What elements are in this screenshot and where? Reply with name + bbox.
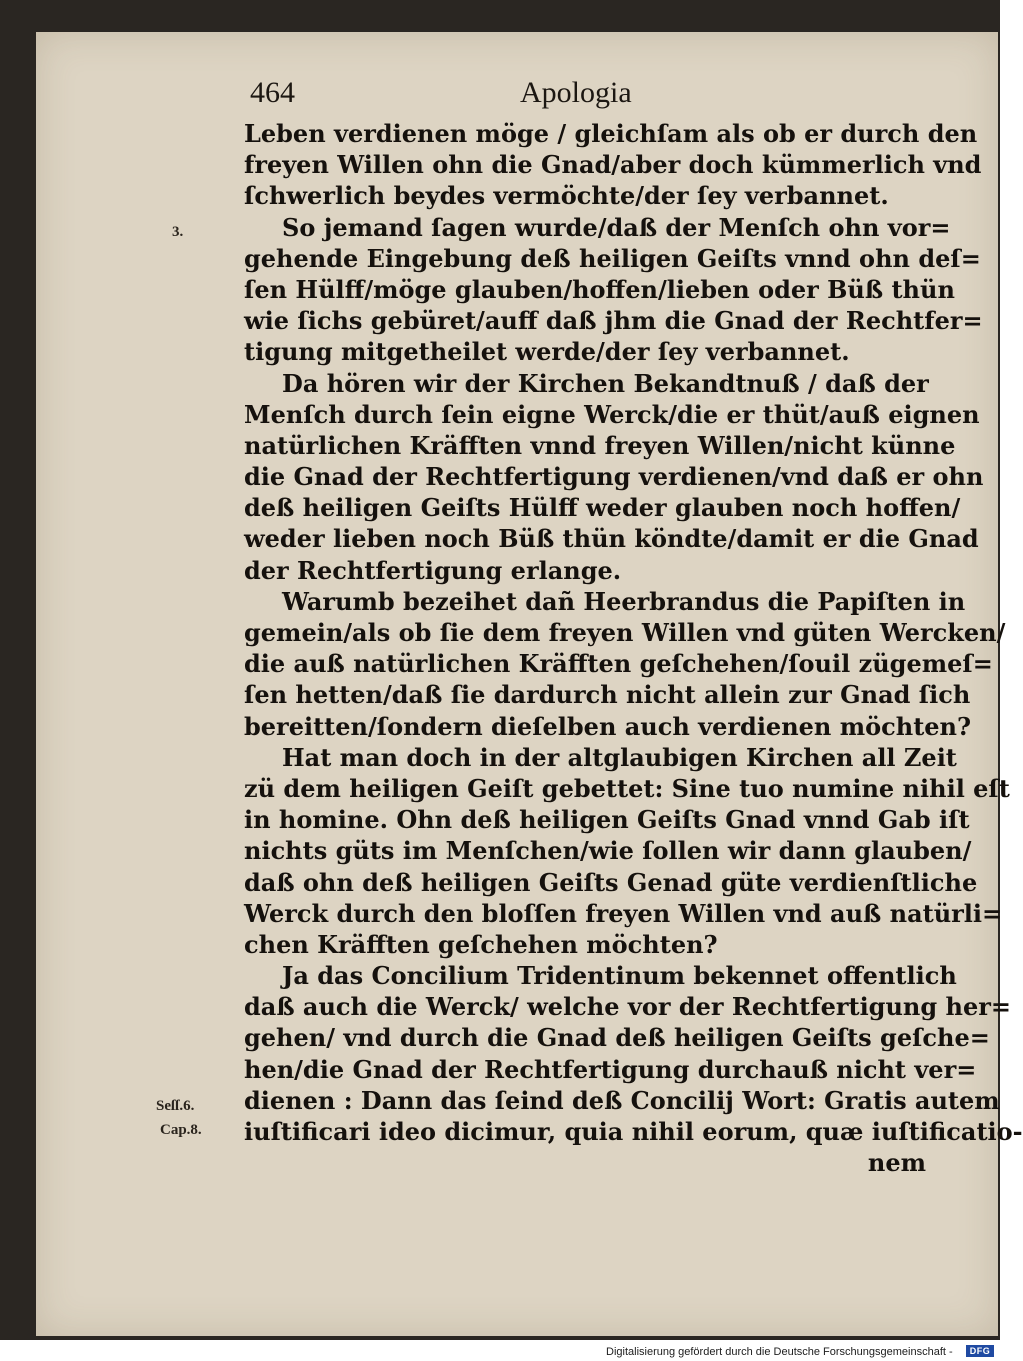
book-page	[36, 32, 1023, 1336]
text-line: ſen hetten/daß ſie dardurch nicht allein zur Gnad ſich	[244, 680, 971, 710]
margin-chapter-reference: Cap.8.	[160, 1122, 202, 1138]
text-line: weder lieben noch Büß thün köndte/damit er die Gnad	[244, 524, 979, 554]
text-line: Leben verdienen möge / gleichſam als ob er durch den	[244, 119, 978, 148]
text-line: der Rechtfertigung erlange.	[244, 555, 622, 585]
text-line: nichts güts im Menſchen/wie ſollen wir dann glauben/	[244, 836, 972, 866]
text-line: ſchwerlich beydes vermöchte/der ſey verbannet.	[244, 181, 889, 211]
dfg-logo[interactable]: DFG	[966, 1345, 994, 1357]
margin-session-reference: Seſſ.6.	[156, 1098, 195, 1114]
text-line: tigung mitgetheilet werde/der ſey verbannet.	[244, 337, 850, 367]
text-line: in homine. Ohn deß heiligen Geiſts Gnad vnnd Gab iſt	[244, 805, 970, 835]
catchword: nem	[867, 1148, 926, 1178]
text-line: ſen Hülff/möge glauben/hoffen/lieben oder Büß thün	[244, 274, 955, 304]
text-line: hen/die Gnad der Rechtfertigung durchauß nicht ver=	[244, 1054, 977, 1084]
text-line: natürlichen Kräfften vnnd freyen Willen/nicht künne	[244, 430, 956, 460]
text-line: bereitten/ſondern dieſelben auch verdienen möchten?	[244, 711, 972, 741]
text-line: deß heiligen Geiſts Hülff weder glauben noch hoffen/	[244, 493, 961, 523]
text-line: Ja das Concilium Tridentinum bekennet offentlich	[282, 961, 957, 991]
text-line: iuſtificari ideo dicimur, quia nihil eorum, quæ iuſtificatio-	[244, 1117, 1023, 1146]
text-line: gemein/als ob ſie dem freyen Willen vnd güten Wercken/	[244, 618, 1006, 647]
digitization-credit: Digitalisierung gefördert durch die Deutsche Forschungsgemeinschaft -	[606, 1346, 953, 1358]
body-text	[244, 118, 1023, 1178]
text-line: Da hören wir der Kirchen Bekandtnuß / daß der	[282, 368, 929, 398]
text-line: die auß natürlichen Kräfften geſchehen/ſouil zügemeſ=	[244, 649, 993, 679]
text-line: wie ſichs gebüret/auff daß jhm die Gnad der Rechtfer=	[244, 306, 983, 336]
text-line: Menſch durch ſein eigne Werck/die er thüt/auß eignen	[244, 399, 980, 429]
page-number: 464	[250, 76, 295, 109]
text-line: die Gnad der Rechtfertigung verdienen/vnd daß er ohn	[244, 462, 984, 492]
text-line: freyen Willen ohn die Gnad/aber doch kümmerlich vnd	[244, 150, 982, 180]
text-line: Hat man doch in der altglaubigen Kirchen all Zeit	[282, 742, 957, 772]
text-line: daß auch die Werck/ welche vor der Rechtfertigung her=	[244, 992, 1011, 1022]
text-line: Werck durch den bloſſen freyen Willen vnd auß natürli=	[244, 898, 1003, 928]
text-line: gehen/ vnd durch die Gnad deß heiligen Geiſts geſche=	[244, 1023, 990, 1053]
text-line: daß ohn deß heiligen Geiſts Genad güte verdienſtliche	[244, 867, 978, 897]
text-line: So jemand ſagen wurde/daß der Menſch ohn vor=	[282, 212, 951, 242]
running-title: Apologia	[520, 76, 632, 109]
page-content	[36, 32, 1023, 1336]
text-line: chen Kräfften geſchehen möchten?	[244, 929, 718, 959]
margin-paragraph-number: 3.	[172, 224, 184, 240]
text-line: zü dem heiligen Geiſt gebettet: Sine tuo numine nihil eſt	[244, 773, 1010, 803]
text-line: dienen : Dann das ſeind deß Concilij Wort: Gratis autem	[244, 1085, 1000, 1115]
page-header	[250, 76, 960, 120]
text-line: Warumb bezeihet dañ Heerbrandus die Papiſten in	[282, 586, 966, 616]
text-line: gehende Eingebung deß heiligen Geiſts vnnd ohn deſ=	[244, 243, 981, 273]
